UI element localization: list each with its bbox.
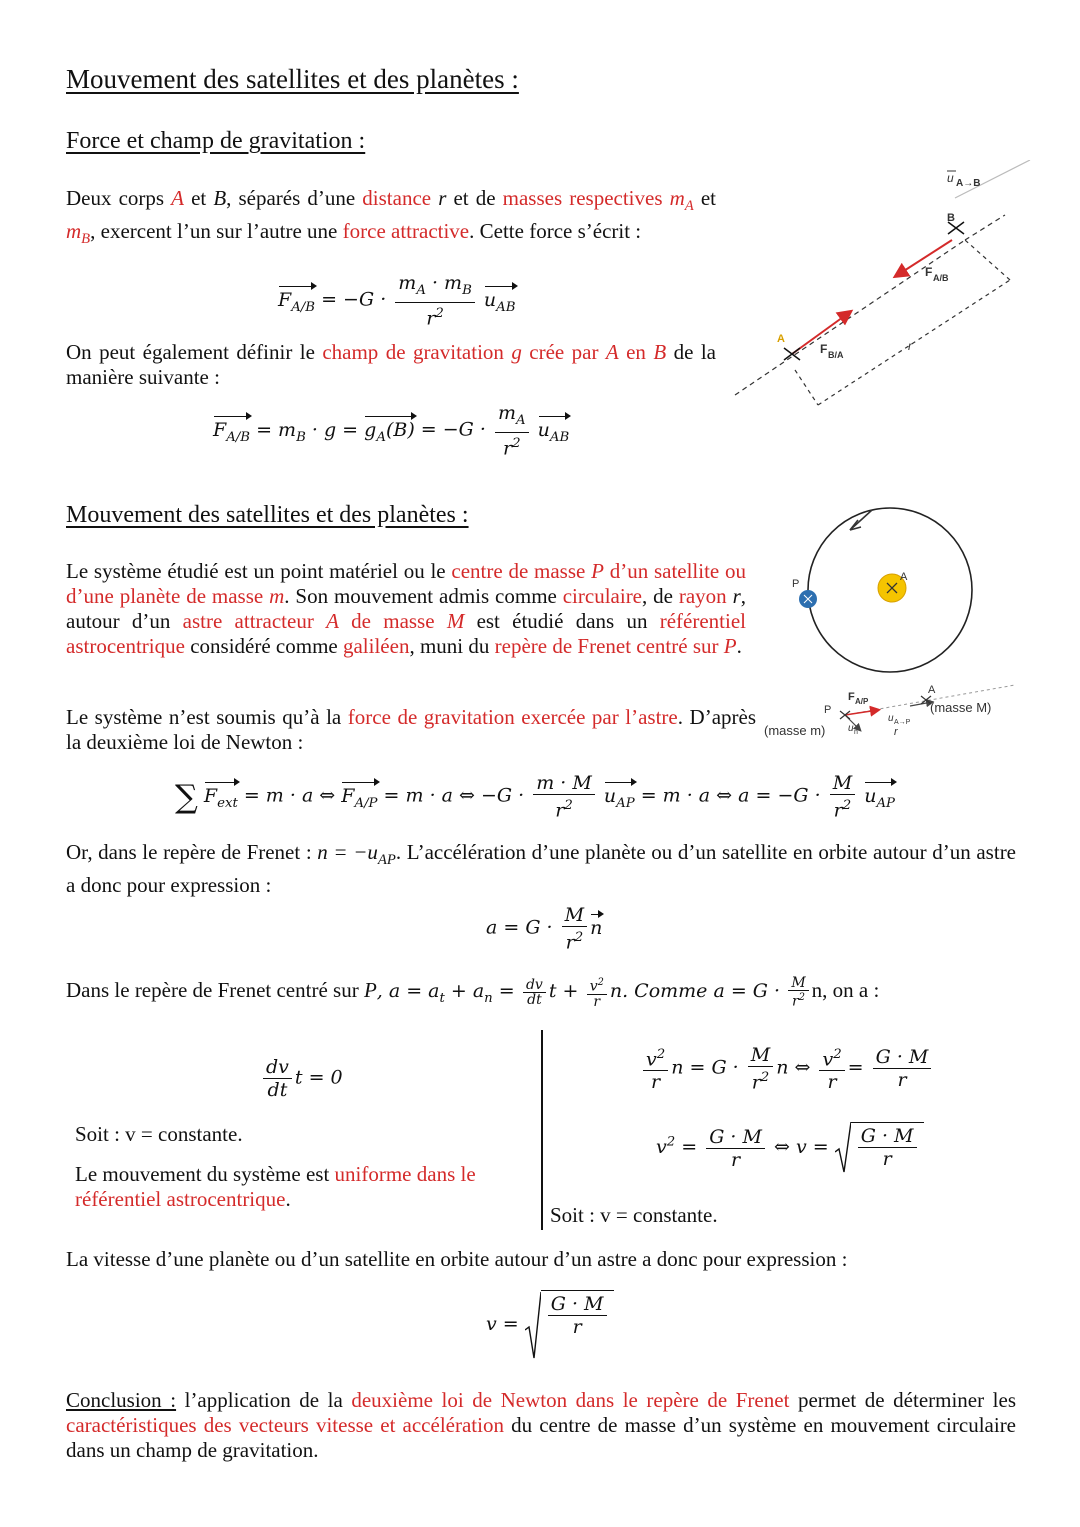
text-run: en	[618, 340, 654, 364]
text-run: B	[653, 340, 667, 364]
text-run: , séparés d’une	[226, 186, 363, 210]
text-speed-constant-right: Soit : v = constante.	[550, 1203, 718, 1227]
text-run: . D’après la deuxième loi de Newton :	[66, 705, 756, 754]
text-run: crée par	[521, 340, 606, 364]
figure-orbit	[780, 500, 990, 680]
text-run: , autour d’un	[66, 584, 747, 633]
text-uniform-motion: Le mouvement du système est uniforme dans le référentiel astrocentrique.	[75, 1162, 476, 1211]
text-run: , muni du	[409, 634, 495, 658]
svg-text:F: F	[820, 342, 828, 356]
page-title: Mouvement des satellites et des planètes :	[66, 64, 519, 94]
text-run: et	[183, 186, 214, 210]
text-run: , de	[642, 584, 679, 608]
text-run: A	[171, 186, 184, 210]
equation-final-speed: v = $\frac{G \cdot M}{r}$	[486, 1290, 614, 1360]
text-run: astre attracteur	[182, 609, 327, 633]
text-run: $n = -u_{AP}$	[317, 840, 396, 869]
figure-force-diagram	[760, 680, 1020, 742]
svg-text:A/P: A/P	[855, 697, 869, 706]
svg-text:r: r	[894, 726, 898, 738]
equation-field: $F_{A/B} = m_B \cdot g = g_A(B) = -G$ · $\frac{m_A}{r^2}$ $u_{AB}$	[213, 402, 570, 460]
svg-text:(masse m): (masse m)	[764, 723, 826, 738]
text-run: galiléen	[342, 634, 410, 658]
text-run: référentiel astrocentrique	[66, 609, 746, 658]
text-run: est étudié dans un	[464, 609, 660, 633]
text-run: circulaire	[562, 584, 643, 608]
equation-force: $F_{A/B} = -G$ · $\frac{m_A \cdot m_B}{r^2}$ $u_{AB}$	[278, 272, 516, 330]
text-run: du centre de masse d’un système en mouvement circulaire dans un champ de gravitation.	[66, 1413, 1017, 1462]
text-run: rayon	[678, 584, 727, 608]
text-run: et de	[446, 186, 503, 210]
text-run: distance	[362, 186, 432, 210]
text-run: M	[446, 609, 465, 633]
text-run: repère de Frenet centré sur	[494, 634, 724, 658]
text-run: B	[213, 186, 227, 210]
svg-text:F: F	[848, 691, 855, 703]
text-run: permet de déterminer les	[789, 1388, 1016, 1412]
text-run: force de gravitation exercée par l’astre	[347, 705, 678, 729]
text-speed-constant-left: Soit : v = constante.	[75, 1122, 243, 1146]
svg-text:A: A	[928, 684, 936, 696]
svg-text:n: n	[854, 729, 858, 736]
text-run: On peut également définir le	[66, 340, 323, 364]
text-run: Le système étudié est un point matériel ou le	[66, 559, 452, 583]
text-run: , exercent l’un sur l’autre une	[90, 219, 343, 244]
text-run	[663, 186, 670, 210]
text-run: Conclusion :	[66, 1388, 177, 1412]
section-heading-motion: Mouvement des satellites et des planètes :	[66, 502, 469, 528]
text-run: force attractive	[342, 219, 470, 244]
svg-text:B/A: B/A	[828, 350, 844, 360]
paragraph-newton	[66, 705, 756, 755]
text-run: . Cette force s’écrit :	[469, 219, 642, 244]
text-run: l’application de la	[176, 1388, 352, 1412]
paragraph-speed-expression: La vitesse d’une planète ou d’un satellite en orbite autour d’un astre a donc pour expression :	[66, 1247, 848, 1271]
text-run: $m_B$	[66, 219, 91, 248]
svg-text:A→B: A→B	[956, 178, 981, 189]
text-run: de masse	[338, 609, 447, 633]
paragraph-two-bodies	[66, 186, 716, 252]
svg-text:(masse M): (masse M)	[930, 700, 992, 715]
text-run: m	[269, 584, 285, 608]
text-run: . Son mouvement admis comme	[284, 584, 563, 608]
text-run: Deux corps	[66, 186, 172, 210]
equation-acceleration: a = G · $\frac{M}{r^2}$ n	[486, 904, 603, 954]
paragraph-frenet	[66, 840, 1016, 898]
text-run: centre de masse	[451, 559, 592, 583]
section-heading-force: Force et champ de gravitation :	[66, 128, 366, 154]
text-run: .	[736, 634, 742, 658]
text-run: r	[732, 584, 741, 608]
paragraph-frenet-acceleration: Dans le repère de Frenet centré sur P, $a = a_t + a_n$ = $\frac{dv}{dt}$ t + $\frac{v^2}{r}$ n. Comme a = G · $\frac{M}{r^2}$ n, on a :	[66, 975, 880, 1010]
text-run: et	[693, 186, 717, 210]
paragraph-gravity-field	[66, 340, 716, 390]
text-run: d’un satellite ou d’une planète de masse	[66, 559, 747, 608]
svg-text:u: u	[947, 171, 954, 185]
column-divider	[541, 1030, 543, 1230]
text-run: de la manière suivante :	[66, 340, 716, 389]
text-run: A	[326, 609, 339, 633]
text-run: Or, dans le repère de Frenet :	[66, 840, 318, 864]
text-run: caractéristiques des vecteurs vitesse et accélération	[66, 1413, 504, 1437]
text-run: P	[723, 634, 737, 658]
svg-text:u: u	[848, 723, 854, 734]
svg-text:P: P	[824, 704, 832, 716]
text-run: considéré comme	[184, 634, 343, 658]
text-run: A	[605, 340, 619, 364]
text-run: masses respectives	[502, 186, 663, 210]
paragraph-conclusion	[66, 1388, 1016, 1463]
text-run: Le système n’est soumis qu’à la	[66, 705, 348, 729]
text-run: g	[511, 340, 522, 364]
svg-text:B: B	[947, 212, 955, 224]
paragraph-system	[66, 559, 746, 659]
svg-text:r: r	[908, 339, 912, 353]
equation-normal: $\frac{v^2}{r}$ n = G · $\frac{M}{r^2}$ n ⇔ $\frac{v^2}{r}$ = $\frac{G \cdot M}{r}$	[640, 1044, 934, 1093]
text-run: r	[438, 186, 447, 210]
text-run: champ de gravitation	[322, 340, 504, 364]
svg-text:A/B: A/B	[933, 273, 949, 283]
text-run: P	[591, 559, 604, 583]
text-run: . L’accélération d’une planète ou d’un satellite en orbite autour d’un astre a donc pour expression :	[66, 840, 1017, 898]
svg-text:u: u	[888, 713, 894, 724]
svg-text:F: F	[925, 265, 933, 279]
body-a-cross	[784, 348, 800, 360]
equation-newton-chain: ∑ $F_{ext} = m \cdot a$ ⇔ $F_{A/P} = m \cdot a$ ⇔ −G · $\frac{m \cdot M}{r^2}$ $u_{AP} = m \cdot a$ ⇔ a = −G · $\frac{M}{r^2}$ $u_{AP}$	[175, 772, 896, 822]
equation-tangential: $\frac{dv}{dt}$ t = 0	[260, 1056, 343, 1101]
svg-text:A: A	[777, 333, 785, 345]
svg-text:P: P	[792, 578, 800, 590]
svg-text:A: A	[900, 571, 908, 583]
force-a-on-b-arrow	[896, 240, 952, 276]
figure-two-bodies	[720, 160, 1050, 420]
text-run: deuxième loi de Newton dans le repère de Frenet	[351, 1388, 790, 1412]
equation-speed: $v^2$ = $\frac{G \cdot M}{r}$ ⇔ v = $\frac{G \cdot M}{r}$	[656, 1122, 924, 1174]
text-run: $m_A$	[669, 186, 694, 215]
svg-text:A→P: A→P	[894, 719, 911, 726]
